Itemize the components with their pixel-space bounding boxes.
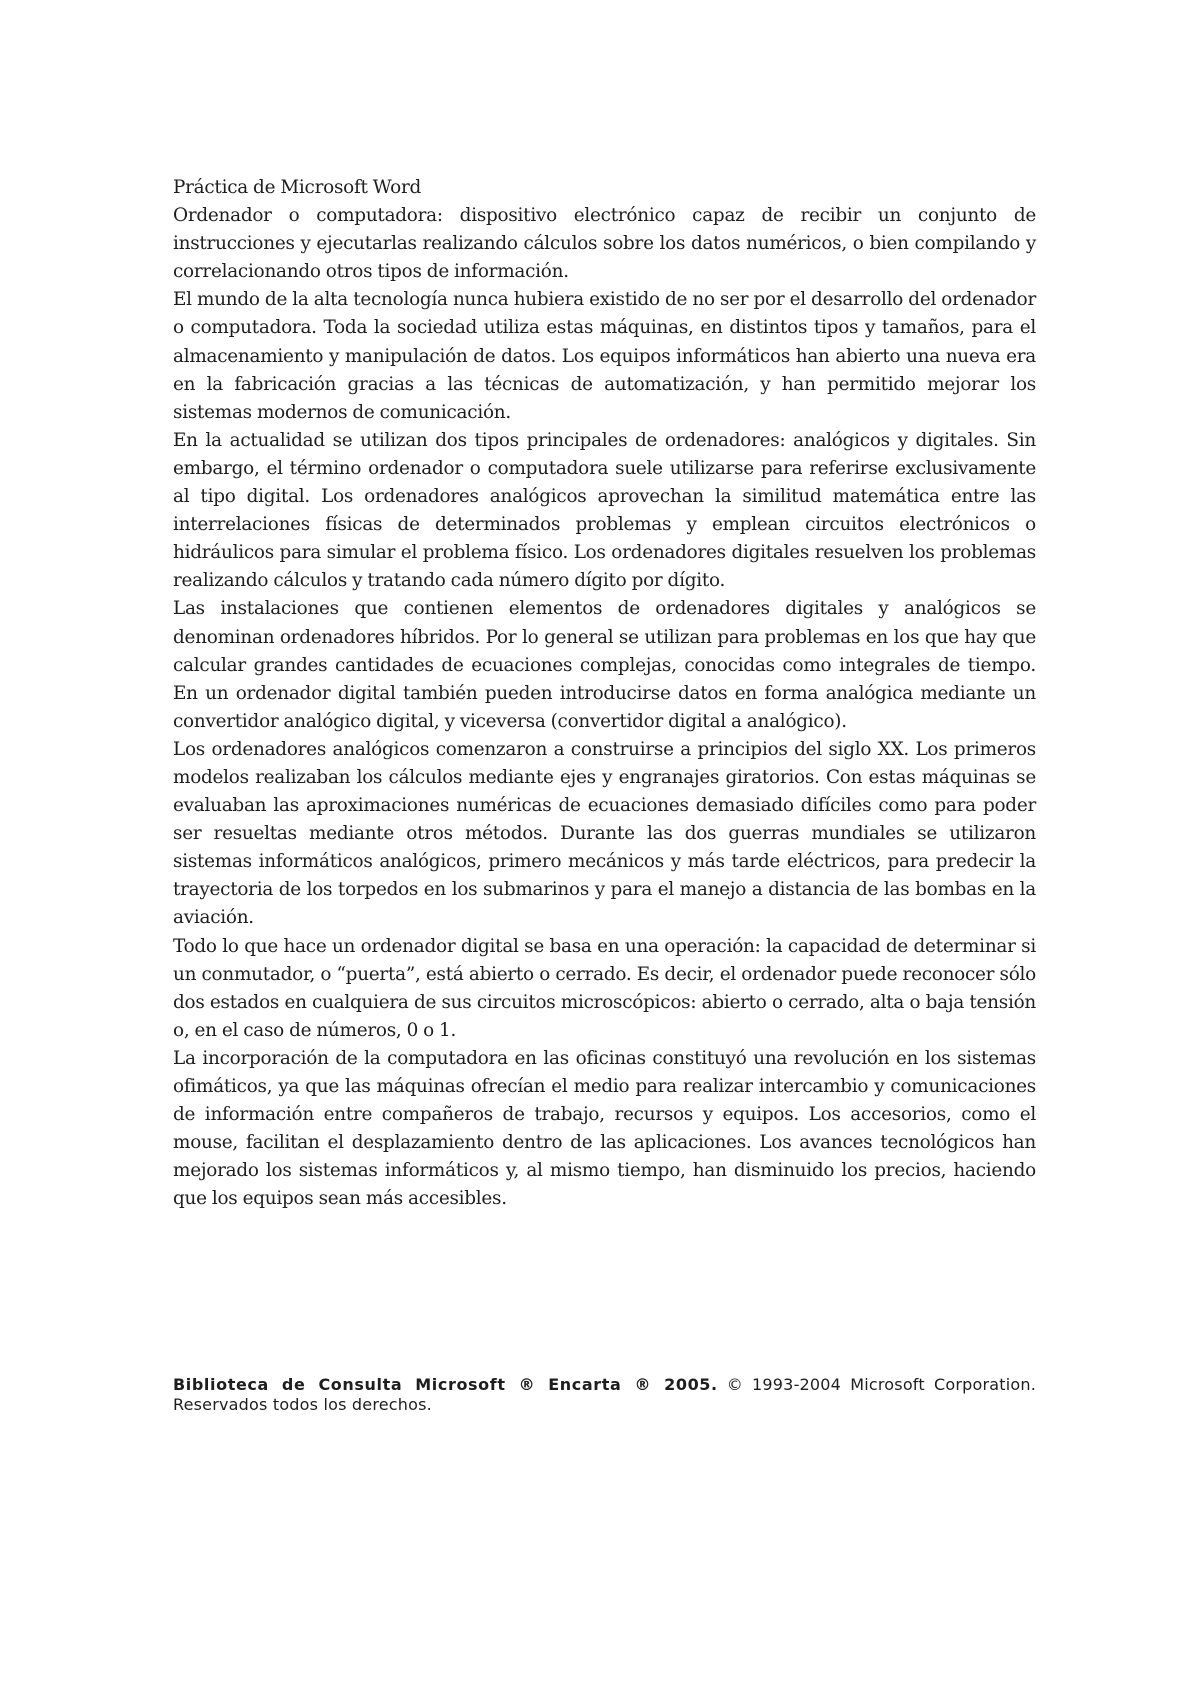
paragraph-analog-history: Los ordenadores analógicos comenzaron a construirse a principios del siglo XX. Los primeros modelos realizaban los cálculos mediante ejes y engranajes giratorios. Con estas máquinas se evaluaban las aproximaciones numéricas de ecuaciones demasiado difíciles como para poder ser resueltas mediante otros métodos. Durante las dos guerras mundiales se utilizaron sistemas informáticos analógicos, primero mecánicos y más tarde eléctricos, para predecir la trayectoria de los torpedos en los submarinos y para el manejo a distancia de las bombas en la aviación. (173, 738, 1036, 929)
paragraph-high-technology: El mundo de la alta tecnología nunca hubiera existido de no ser por el desarrollo del ordenador o computadora. Toda la sociedad utiliza estas máquinas, en distintos tipos y tamaños, para el almacenamiento y manipulación de datos. Los equipos informáticos han abierto una nueva era en la fabricación gracias a las técnicas de automatización, y han permitido mejorar los sistemas modernos de comunicación. (173, 289, 1036, 423)
citation-source: Biblioteca de Consulta Microsoft ® Encarta ® 2005. (173, 1375, 718, 1394)
paragraph-office-computers: La incorporación de la computadora en las oficinas constituyó una revolución en los sistemas ofimáticos, ya que las máquinas ofrecían el medio para realizar intercambio y comunicaciones de información entre compañeros de trabajo, recursos y equipos. Los accesorios, como el mouse, facilitan el desplazamiento dentro de las aplicaciones. Los avances tecnológicos han mejorado los sistemas informáticos y, al mismo tiempo, han disminuido los precios, haciendo que los equipos sean más accesibles. (173, 1047, 1036, 1210)
document-body (173, 174, 1036, 1213)
paragraph-definition: Ordenador o computadora: dispositivo electrónico capaz de recibir un conjunto de instrucciones y ejecutarlas realizando cálculos sobre los datos numéricos, o bien compilando y correlacionando otros tipos de información. (173, 205, 1036, 283)
source-citation (173, 1375, 1036, 1415)
document-title: Práctica de Microsoft Word (173, 177, 422, 198)
paragraph-hybrid-computers: Las instalaciones que contienen elementos de ordenadores digitales y analógicos se denominan ordenadores híbridos. Por lo general se utilizan para problemas en los que hay que calcular grandes cantidades de ecuaciones complejas, conocidas como integrales de tiempo. En un ordenador digital también pueden introducirse datos en forma analógica mediante un convertidor analógico digital, y viceversa (convertidor digital a analógico). (173, 598, 1036, 732)
paragraph-digital-operation: Todo lo que hace un ordenador digital se basa en una operación: la capacidad de determinar si un conmutador, o “puerta”, está abierto o cerrado. Es decir, el ordenador puede reconocer sólo dos estados en cualquiera de sus circuitos microscópicos: abierto o cerrado, alta o baja tensión o, en el caso de números, 0 o 1. (173, 935, 1036, 1041)
paragraph-computer-types: En la actualidad se utilizan dos tipos principales de ordenadores: analógicos y digitales. Sin embargo, el término ordenador o computadora suele utilizarse para referirse exclusivamente al tipo digital. Los ordenadores analógicos aprovechan la similitud matemática entre las interrelaciones físicas de determinados problemas y emplean circuitos electrónicos o hidráulicos para simular el problema físico. Los ordenadores digitales resuelven los problemas realizando cálculos y tratando cada número dígito por dígito. (173, 429, 1036, 592)
citation-rights: © 1993-2004 Microsoft Corporation. Reservados todos los derechos. (173, 1375, 1036, 1414)
